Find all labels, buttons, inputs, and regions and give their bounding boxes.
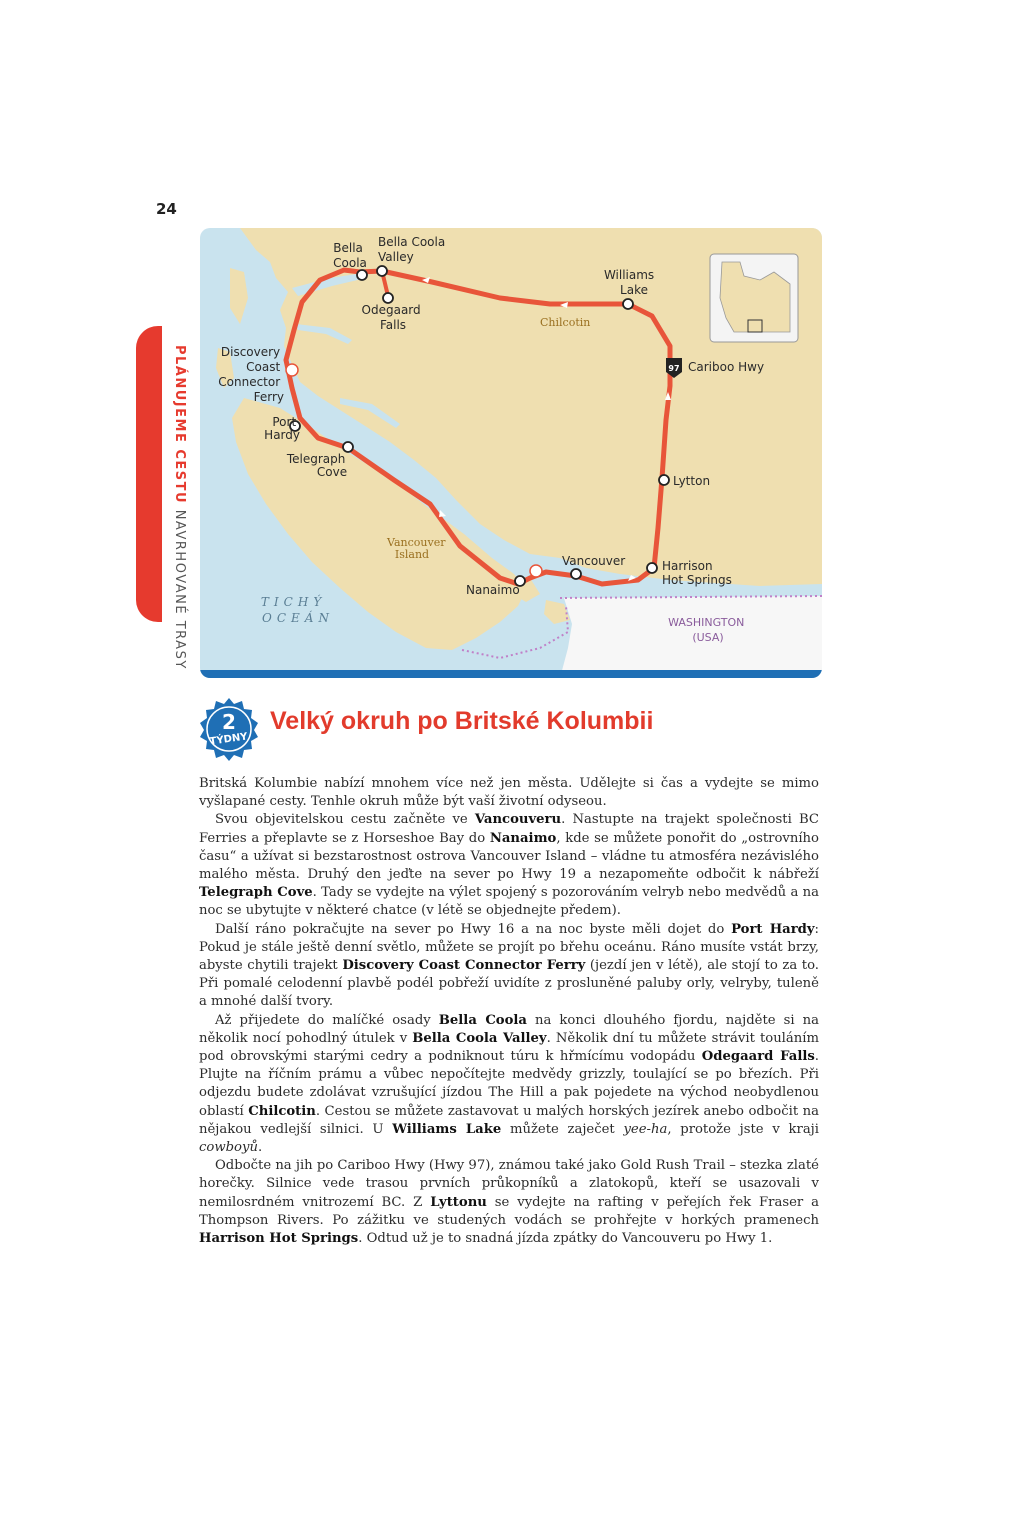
duration-badge [196,696,262,762]
paragraph-text: můžete zaječet [501,1121,624,1137]
label-lytton: Lytton [673,474,711,488]
paragraph-text: Další ráno pokračujte na sever po Hwy 16 a na noc byste měli dojet do [215,921,732,937]
region-chilcotin: Chilcotin [540,316,591,329]
place-name: Odegaard Falls [701,1049,815,1065]
stop-harrison [647,563,657,573]
region-pacific-ocean: TICHÝ OCEÁN [260,595,334,625]
paragraph-text: . Plujte na říčním prámu a vůbec nepočítejte medvědy grizzly, toulající se po březích. Při odjezdu budete zdolávat vzrušující jízdou The Hill a pak pojedete na východ neobydlenou oblastí [199,1049,819,1119]
label-telegraph-cove: Telegraph Cove [286,452,348,479]
stop-bella-coola [357,270,367,280]
emphasis-text: yee-ha [623,1121,668,1137]
body-paragraph [199,775,819,811]
place-name: Port Hardy [731,921,815,937]
place-name: Vancouveru [474,812,562,828]
paragraph-text: . Odtud už je to snadná jízda zpátky do Vancouveru po Hwy 1. [358,1231,773,1247]
chapter-title: PLÁNUJEME CESTU [172,345,187,505]
region-vancouver-island: Vancouver Island [387,536,446,561]
label-williams-lake: Williams Lake [603,268,655,297]
paragraph-text: na konci dlouhého fjordu, najděte si na několik nocí pohodlný útulek v [199,1012,820,1046]
stop-bella-coola-valley [377,266,387,276]
paragraph-text: (jezdí jen v létě), ale stojí to za to. Při pomalé celodenní plavbě podél pobřeží uvidíte z prosluněné paluby orly, velryby, tuleně a mnohé další tvory. [199,958,819,1010]
place-name: Chilcotin [248,1103,316,1119]
place-name: Bella Coola Valley [412,1030,547,1046]
paragraph-text: , protože jste v kraji [667,1121,819,1137]
badge-number: 2 [222,710,236,734]
badge-unit: TÝDNY [209,731,249,748]
route-map [200,228,822,678]
ferry-symbol [286,364,298,376]
usa-washington [560,596,822,678]
place-name: Lyttonu [430,1194,487,1210]
label-discovery-coast-ferry: Discovery Coast Connector Ferry [218,345,284,404]
paragraph-text: . Tady se vydejte na výlet spojený s pozorováním velryb nebo medvědů a na noc se ubytujte v některé chatce (v létě se objednejte předem). [199,885,819,919]
stop-lytton [659,475,669,485]
paragraph-text: , kde se můžete ponořit do „ostrovního času“ a užívat si bezstarostnost ostrova Vancouver Island – vládne tu atmosféra nezávislého malého města. Druhý den jeďte na sever po Hwy 19 a nezapomeňte odbočit k nábřeží [199,830,819,883]
chapter-side-label [172,345,187,670]
stop-odegaard-falls [383,293,393,303]
place-name: Harrison Hot Springs [199,1231,359,1247]
body-paragraph [199,811,819,920]
stop-vancouver [571,569,581,579]
highway-shield-number: 97 [668,364,680,373]
label-port-hardy: Port Hardy [264,415,300,442]
paragraph-text: . Několik dní tu můžete strávit touláním pod obrovskými starými cedry a podniknout túru k hřmícímu vodopádu [199,1030,819,1065]
label-odegaard-falls: Odegaard Falls [361,303,421,332]
place-name: Telegraph Cove [199,885,313,901]
place-name: Williams Lake [392,1121,502,1137]
paragraph-text: Až přijedete do malíčké osady [215,1012,439,1028]
place-name: Nanaimo [489,830,557,846]
label-vancouver: Vancouver [562,554,626,568]
label-harrison-hot-springs: Harrison Hot Springs [662,559,732,587]
paragraph-text: . [257,1140,263,1156]
paragraph-text: . Nastupte na trajekt společnosti BC Ferries a přeplavte se z Horseshoe Bay do [199,812,819,846]
place-name: Bella Coola [438,1012,527,1028]
label-bella-coola: Bella Coola [333,241,367,270]
map-bottom-bar [200,670,822,678]
paragraph-text: Odbočte na jih po Cariboo Hwy (Hwy 97), známou také jako Gold Rush Trail – stezka zlaté horečky. Silnice vede trasou prvních průkopníků a zlatokopů, kteří se usazovali v nemilosrdném vnitrozemí BC. Z [199,1158,819,1210]
stop-telegraph-cove [343,442,353,452]
label-nanaimo: Nanaimo [466,583,520,597]
paragraph-text: Britská Kolumbie nabízí mnohem více než jen města. Udělejte si čas a vydejte se mimo vyšlapané cesty. Tenhle okruh může být vaší životní odyseou. [199,776,819,810]
itinerary-title: Velký okruh po Britské Kolumbii [270,707,654,735]
paragraph-text: . Cestou se můžete zastavovat u malých horských jezírek anebo odbočit na nějakou vedlejší silnici. U [199,1103,819,1137]
paragraph-text: : Pokud je stále ještě denní světlo, můžete se projít po břehu oceánu. Ráno musíte vstát brzy, abyste chytili trajekt [199,921,819,974]
body-paragraph [199,1012,819,1158]
page-number: 24 [156,200,177,218]
body-paragraph [199,1157,819,1248]
chapter-side-tab [136,326,162,622]
itinerary-body [199,775,819,1248]
body-paragraph [199,921,819,1012]
paragraph-text: Svou objevitelskou cestu začněte ve [215,812,475,828]
region-washington: WASHINGTON (USA) [668,616,745,644]
emphasis-text: cowboyů [199,1140,258,1156]
ferry-symbol [530,565,542,577]
label-bella-coola-valley: Bella Coola Valley [378,235,446,264]
label-cariboo-hwy: Cariboo Hwy [688,360,765,374]
stop-williams-lake [623,299,633,309]
chapter-subtitle: NAVRHOVANÉ TRASY [172,504,187,670]
place-name: Discovery Coast Connector Ferry [342,958,586,974]
paragraph-text: se vydejte na rafting v peřejích řek Fraser a Thompson Rivers. Po zážitku ve studených vodách se prohřejte v horkých pramenech [199,1194,820,1228]
